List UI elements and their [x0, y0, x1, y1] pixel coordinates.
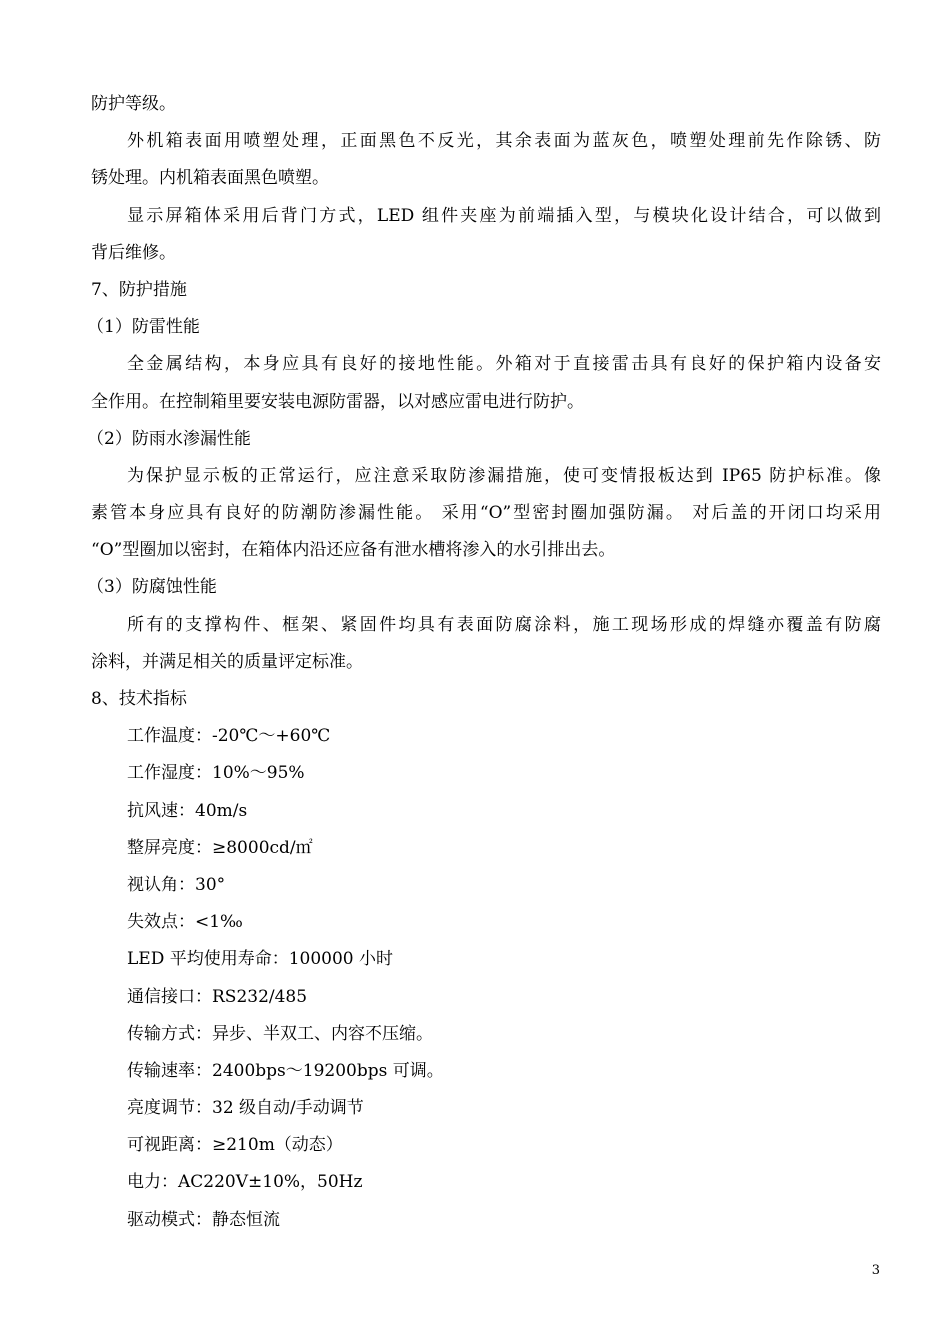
- paragraph-line: 外机箱表面用喷塑处理，正面黑色不反光，其余表面为蓝灰色，喷塑处理前先作除锈、防: [127, 131, 881, 152]
- paragraph-line: 涂料，并满足相关的质量评定标准。: [91, 651, 363, 672]
- paragraph-line: 锈处理。内机箱表面黑色喷塑。: [91, 168, 329, 189]
- paragraph-line: 全作用。在控制箱里要安装电源防雷器，以对感应雷电进行防护。: [91, 391, 584, 412]
- document-body: [87, 86, 881, 1239]
- subsection-heading: （1）防雷性能: [87, 317, 200, 338]
- paragraph-line: 背后维修。: [91, 242, 176, 263]
- spec-item: 抗风速：40m/s: [127, 800, 248, 821]
- section-heading: 8、技术指标: [91, 689, 187, 709]
- spec-item: 电力：AC220V±10%，50Hz: [127, 1172, 363, 1193]
- spec-item: LED 平均使用寿命：100000 小时: [127, 949, 394, 970]
- subsection-heading: （3）防腐蚀性能: [87, 577, 217, 598]
- section-heading: 7、防护措施: [91, 279, 187, 300]
- paragraph-line: 防护等级。: [91, 94, 176, 114]
- spec-item: 亮度调节：32 级自动/手动调节: [127, 1098, 364, 1119]
- paragraph-line: “O”型圈加以密封，在箱体内沿还应备有泄水槽将渗入的水引排出去。: [91, 540, 616, 561]
- spec-item: 通信接口：RS232/485: [127, 986, 308, 1007]
- spec-item: 可视距离：≥210m（动态）: [127, 1135, 343, 1156]
- spec-item: 视认角：30°: [127, 874, 226, 895]
- spec-item: 传输方式：异步、半双工、内容不压缩。: [127, 1023, 433, 1044]
- spec-item: 整屏亮度：≥8000cd/㎡: [127, 837, 313, 858]
- paragraph-line: 素管本身应具有良好的防潮防渗漏性能。 采用“O”型密封圈加强防漏。 对后盖的开闭口均采用: [91, 503, 881, 524]
- spec-item: 驱动模式：静态恒流: [127, 1209, 280, 1230]
- spec-item: 工作温度：-20℃～+60℃: [127, 726, 331, 747]
- paragraph-line: 全金属结构，本身应具有良好的接地性能。外箱对于直接雷击具有良好的保护箱内设备安: [127, 354, 881, 375]
- spec-item: 工作湿度：10%～95%: [127, 763, 305, 784]
- paragraph-line: 为保护显示板的正常运行，应注意采取防渗漏措施，使可变情报板达到 IP65 防护标准。像: [127, 465, 881, 486]
- page-number: 3: [871, 1263, 880, 1278]
- subsection-heading: （2）防雨水渗漏性能: [87, 428, 251, 449]
- spec-item: 传输速率：2400bps～19200bps 可调。: [127, 1060, 444, 1081]
- spec-item: 失效点：<1‰: [127, 912, 243, 933]
- paragraph-line: 显示屏箱体采用后背门方式，LED 组件夹座为前端插入型，与模块化设计结合，可以做到: [127, 205, 881, 226]
- paragraph-line: 所有的支撑构件、框架、紧固件均具有表面防腐涂料，施工现场形成的焊缝亦覆盖有防腐: [127, 614, 881, 635]
